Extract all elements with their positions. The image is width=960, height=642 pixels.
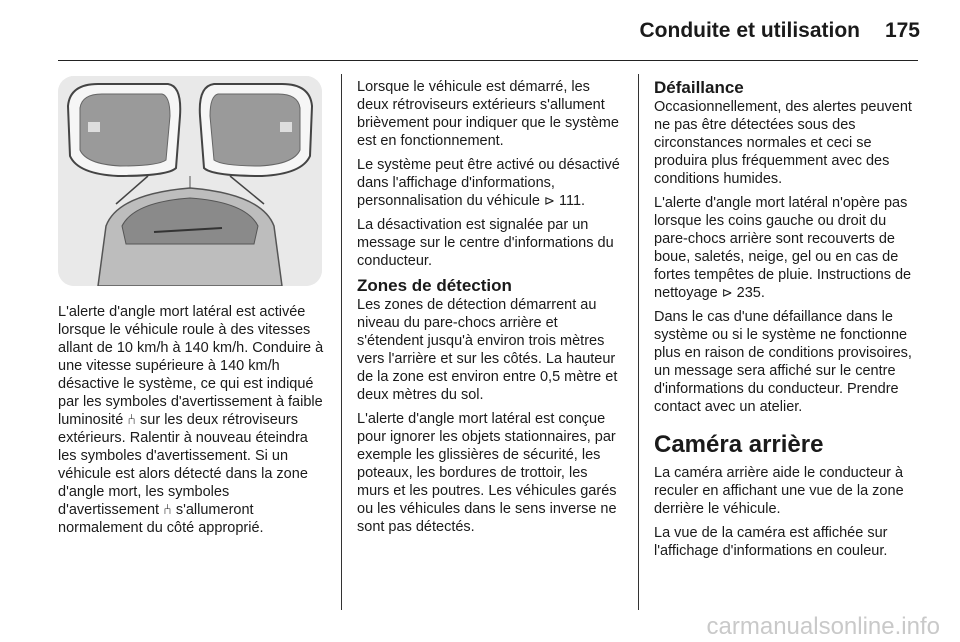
paragraph-text: L'alerte d'angle mort latéral n'opère pas lorsque les coins gauche ou droit du pare-chocs arrière sont recouverts de boue, saletés, neige, gel ou en cas de fortes tempêtes de pluie. Instructions de nettoyage [654, 195, 912, 301]
paragraph-text: Le système peut être activé ou désactivé dans l'affichage d'informations, personnalisation du véhicule [357, 157, 620, 209]
paragraph [357, 156, 623, 210]
paragraph: La caméra arrière aide le conducteur à reculer en affichant une vue de la zone derrière le véhicule. [654, 465, 904, 517]
paragraph: Dans le cas d'une défaillance dans le système ou si le système ne fonctionne plus en raison de conditions provisoires, un message sera affiché sur le centre d'informations du conducteur. Prendre contact avec un atelier. [654, 309, 912, 415]
paragraph: La désactivation est signalée par un message sur le centre d'informations du conducteur. [357, 217, 614, 269]
header-rule [58, 60, 918, 61]
section-heading: Défaillance [654, 78, 744, 97]
paragraph: Occasionnellement, des alertes peuvent ne pas être détectées sous des circonstances normales et ceci se produira plus fréquemment avec des conditions humides. [654, 99, 912, 187]
left-column [58, 303, 326, 543]
paragraph: L'alerte d'angle mort latéral est activée lorsque le véhicule roule à des vitesses allant de 10 km/h à 140 km/h. Conduire à une vitesse supérieure à 140 km/h désactive le système, ce qui est indiqué par les symboles d'avertissement à faible luminosité ⑃ sur les deux rétroviseurs extérieurs. Ralentir à nouveau éteindra les symboles d'avertissement. Si un véhicule est alors détecté dans la zone d'angle mort, les symboles d'avertissement ⑃ s'allumeront normalement du côté approprié. [58, 304, 324, 536]
blind-spot-illustration [58, 76, 322, 286]
chapter-heading: Caméra arrière [654, 431, 824, 458]
cross-reference-icon: ⊳ [721, 285, 733, 300]
paragraph: La vue de la caméra est affichée sur l'affichage d'informations en couleur. [654, 525, 888, 559]
paragraph: L'alerte d'angle mort latéral est conçue pour ignorer les objets stationnaires, par exemple les glissières de sécurité, les poteaux, les bordures de trottoir, les murs et les poutres. Les véhicules garés ou les véhicules dans le sens inverse ne sont pas détectés. [357, 411, 617, 535]
page-reference[interactable]: 111. [558, 193, 586, 209]
section-heading: Zones de détection [357, 276, 512, 295]
page-header-title: Conduite et utilisation [639, 19, 860, 42]
middle-column [357, 78, 623, 542]
paragraph [654, 194, 922, 302]
page-reference[interactable]: 235. [736, 285, 765, 301]
right-column [654, 78, 922, 566]
cross-reference-icon: ⊳ [544, 193, 555, 208]
watermark: carmanualsonline.info [706, 613, 940, 640]
mirror-car-drawing [58, 76, 322, 286]
paragraph: Les zones de détection démarrent au niveau du pare-chocs arrière et s'étendent jusqu'à environ trois mètres vers l'arrière et sur les côtés. La hauteur de la zone est environ entre 0,5 mètre et deux mètres du sol. [357, 297, 618, 403]
paragraph: Lorsque le véhicule est démarré, les deux rétroviseurs extérieurs s'allument brièvement pour indiquer que le système est en fonctionnement. [357, 79, 619, 149]
column-divider [341, 74, 342, 610]
page-number: 175 [884, 19, 920, 42]
column-divider [638, 74, 639, 610]
